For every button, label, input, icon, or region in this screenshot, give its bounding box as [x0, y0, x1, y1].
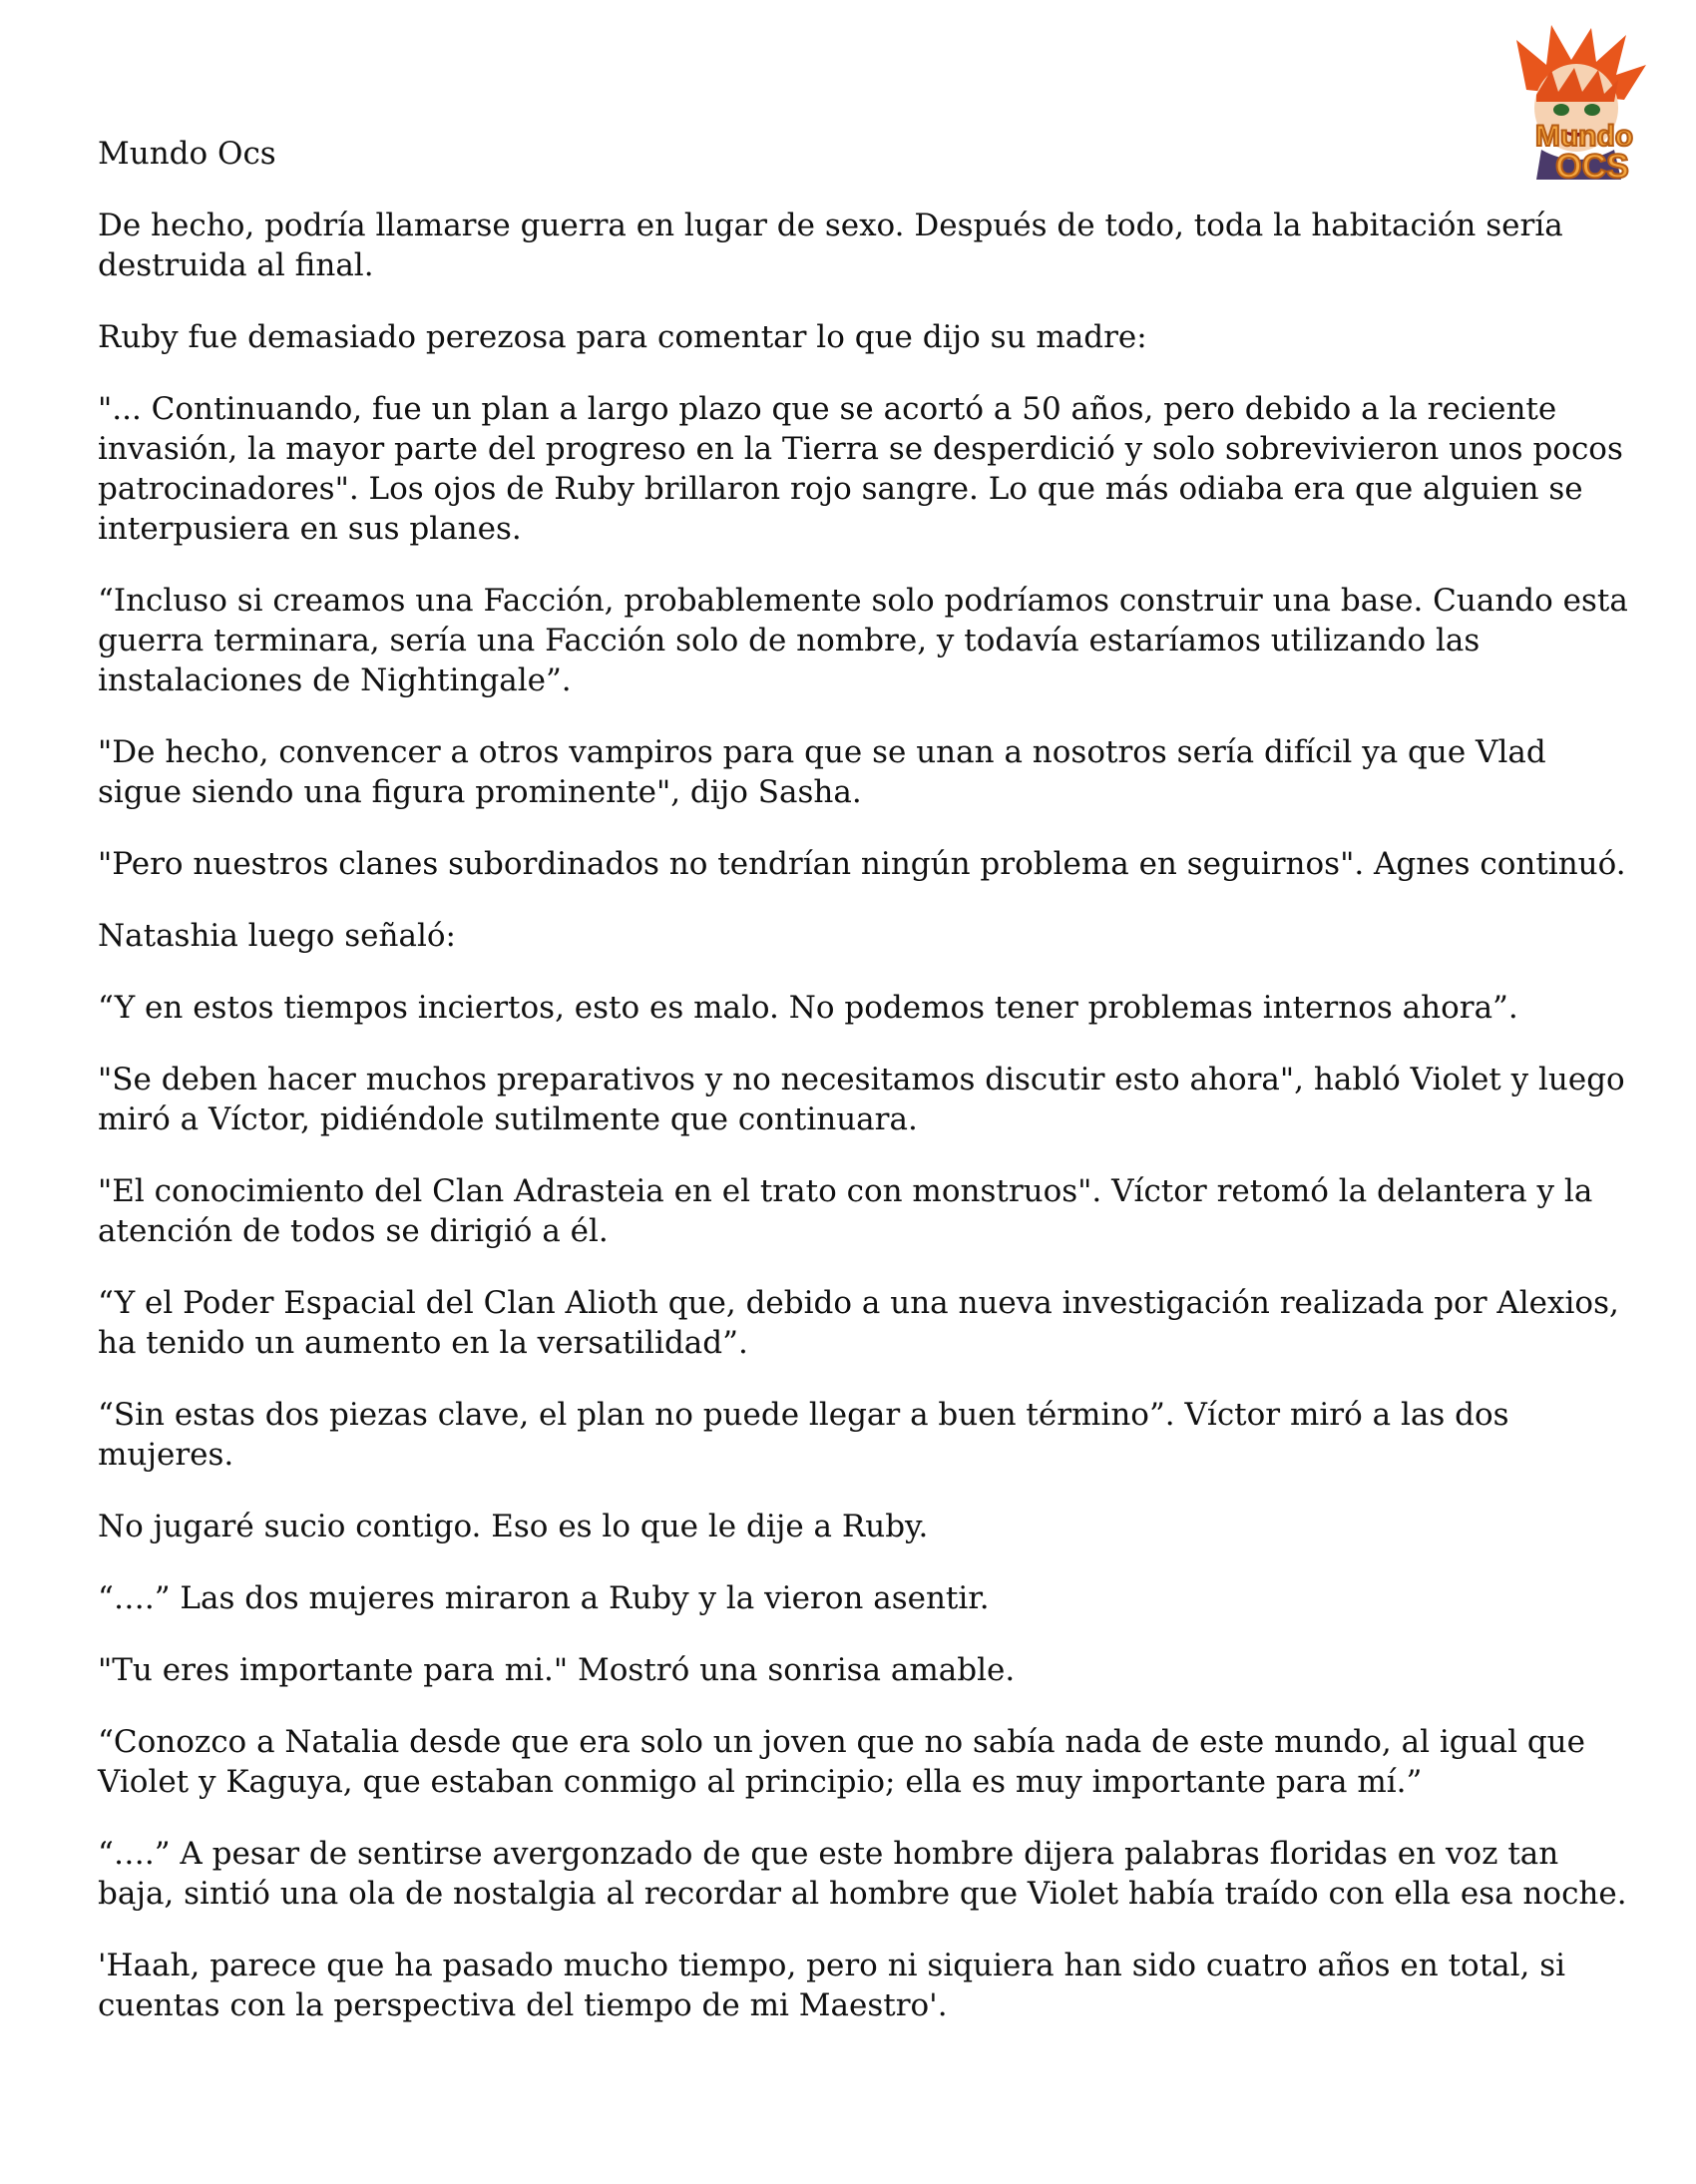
paragraph: Natashia luego señaló:	[98, 918, 456, 954]
paragraph: "Pero nuestros clanes subordinados no tendrían ningún problema en seguirnos". Agnes continuó.	[98, 846, 1626, 882]
paragraph: “Y el Poder Espacial del Clan Alioth que, debido a una nueva investigación realizada por Alexios, ha tenido un aumento en la versatilidad”.	[98, 1285, 1619, 1361]
document-body	[98, 206, 1634, 2057]
logo-text-bottom: OCS	[1555, 148, 1629, 186]
paragraph: “Conozco a Natalia desde que era solo un joven que no sabía nada de este mundo, al igual que Violet y Kaguya, que estaban conmigo al principio; ella es muy importante para mí.”	[98, 1724, 1585, 1800]
paragraph: "El conocimiento del Clan Adrasteia en el trato con monstruos". Víctor retomó la delantera y la atención de todos se dirigió a él.	[98, 1173, 1593, 1249]
paragraph: “Y en estos tiempos inciertos, esto es malo. No podemos tener problemas internos ahora”.	[98, 990, 1518, 1026]
paragraph: No jugaré sucio contigo. Eso es lo que le dije a Ruby.	[98, 1509, 929, 1544]
paragraph: “Incluso si creamos una Facción, probablemente solo podríamos construir una base. Cuando esta guerra terminara, sería una Facción solo de nombre, y todavía estaríamos utilizando las instalaciones de Nightingale”.	[98, 583, 1628, 698]
paragraph: "... Continuando, fue un plan a largo plazo que se acortó a 50 años, pero debido a la reciente invasión, la mayor parte del progreso en la Tierra se desperdició y solo sobrevivieron unos pocos patrocinadores". Los ojos de Ruby brillaron rojo sangre. Lo que más odiaba era que alguien se interpusiera en sus planes.	[98, 391, 1623, 547]
paragraph: 'Haah, parece que ha pasado mucho tiempo, pero ni siquiera han sido cuatro años en total, si cuentas con la perspectiva del tiempo de mi Maestro'.	[98, 1948, 1566, 2023]
paragraph: "De hecho, convencer a otros vampiros para que se unan a nosotros sería difícil ya que Vlad sigue siendo una figura prominente", dijo Sasha.	[98, 734, 1546, 810]
logo-text-top: Mundo	[1534, 120, 1634, 153]
paragraph: “Sin estas dos piezas clave, el plan no puede llegar a buen término”. Víctor miró a las dos mujeres.	[98, 1397, 1509, 1473]
paragraph: De hecho, podría llamarse guerra en lugar de sexo. Después de todo, toda la habitación sería destruida al final.	[98, 208, 1563, 283]
paragraph: "Tu eres importante para mi." Mostró una sonrisa amable.	[98, 1652, 1016, 1688]
paragraph: “….” Las dos mujeres miraron a Ruby y la vieron asentir.	[98, 1580, 990, 1616]
paragraph: "Se deben hacer muchos preparativos y no necesitamos discutir esto ahora", habló Violet y luego miró a Víctor, pidiéndole sutilmente que continuara.	[98, 1062, 1625, 1137]
page-header-title: Mundo Ocs	[98, 136, 276, 172]
mascot-logo-icon	[1496, 20, 1666, 188]
mundo-ocs-logo	[1496, 20, 1666, 188]
paragraph: “….” A pesar de sentirse avergonzado de que este hombre dijera palabras floridas en voz tan baja, sintió una ola de nostalgia al recordar al hombre que Violet había traído con ella esa noche.	[98, 1836, 1627, 1912]
paragraph: Ruby fue demasiado perezosa para comentar lo que dijo su madre:	[98, 319, 1147, 355]
